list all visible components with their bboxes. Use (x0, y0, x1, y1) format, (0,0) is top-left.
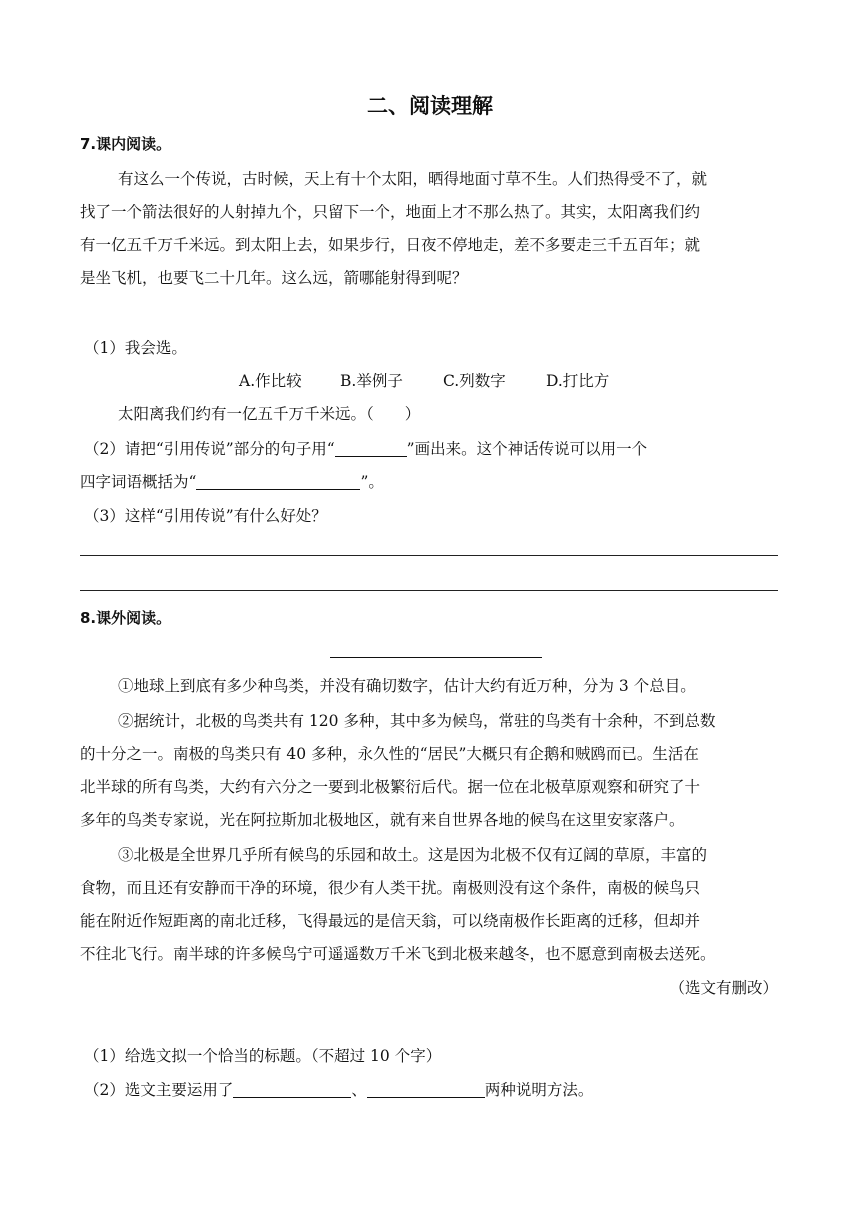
q8-sub2-text-a: （2）选文主要运用了 (84, 1081, 234, 1099)
q7-passage-line-2: 找了一个箭法很好的人射掉九个，只留下一个，地面上才不那么热了。其实，太阳离我们约 (80, 203, 701, 221)
q8-sub2-separator: 、 (351, 1081, 367, 1099)
q7-sub3: （3）这样“引用传说”有什么好处？ (84, 507, 327, 525)
q8-method-blank-1[interactable] (233, 1081, 351, 1098)
q7-passage-line-3: 有一亿五千万千米远。到太阳上去，如果步行，日夜不停地走，差不多要走三千五百年；就 (80, 236, 701, 254)
q7-sub2-line-1 (84, 439, 647, 459)
q8-title-blank[interactable] (330, 657, 542, 658)
q8-paragraph-2-line-2: 的十分之一。南极的鸟类只有 40 多种，永久性的“居民”大概只有企鹅和贼鸥而已。生活在 (80, 745, 699, 763)
q7-passage-line-1: 有这么一个传说，古时候，天上有十个太阳，晒得地面寸草不生。人们热得受不了，就 (118, 170, 708, 188)
q7-option-a: A.作比较 (239, 372, 302, 390)
q8-paragraph-3-line-3: 能在附近作短距离的南北迁移，飞得最远的是信天翁，可以绕南极作长距离的迁移，但却并 (80, 912, 701, 930)
section-title: 二、阅读理解 (367, 94, 493, 118)
q8-sub2 (84, 1080, 593, 1100)
q8-method-blank-2[interactable] (367, 1081, 485, 1098)
q7-sub2-line2-text-b: ”。 (360, 473, 384, 491)
q7-option-c: C.列数字 (443, 372, 506, 390)
q7-sub2-text-a: （2）请把“引用传说”部分的句子用“ (84, 440, 335, 458)
q7-sub1-label: （1）我会选。 (84, 339, 187, 357)
q8-heading: 8.课外阅读。 (80, 609, 172, 627)
q8-sub1: （1）给选文拟一个恰当的标题。（不超过 10 个字） (84, 1047, 442, 1065)
q7-sub2-idiom-blank[interactable] (196, 473, 360, 490)
q7-sub1-sentence: 太阳离我们约有一亿五千万千米远。（ ） (118, 405, 421, 423)
q7-passage-line-4: 是坐飞机，也要飞二十几年。这么远，箭哪能射得到呢？ (80, 269, 468, 287)
q8-paragraph-3-line-2: 食物，而且还有安静而干净的环境，很少有人类干扰。南极则没有这个条件，南极的候鸟只 (80, 879, 701, 897)
q8-paragraph-3-line-4: 不往北飞行。南半球的许多候鸟宁可遥遥数万千米飞到北极来越冬，也不愿意到南极去送死。 (80, 945, 716, 963)
q7-option-d: D.打比方 (546, 372, 610, 390)
q7-option-b: B.举例子 (340, 372, 403, 390)
q8-paragraph-2-line-3: 北半球的所有鸟类，大约有六分之一要到北极繁衍后代。据一位在北极草原观察和研究了十 (80, 778, 701, 796)
q8-paragraph-3-line-1: ③北极是全世界几乎所有候鸟的乐园和故土。这是因为北极不仅有辽阔的草原，丰富的 (118, 846, 708, 864)
q7-answer-line-1[interactable] (80, 555, 778, 556)
q8-source-note: （选文有删改） (669, 979, 778, 997)
q7-sub2-text-b: ”画出来。这个神话传说可以用一个 (406, 440, 648, 458)
q7-answer-line-2[interactable] (80, 590, 778, 591)
q7-sub2-underline-blank[interactable] (335, 440, 407, 457)
q8-paragraph-2-line-4: 多年的鸟类专家说，光在阿拉斯加北极地区，就有来自世界各地的候鸟在这里安家落户。 (80, 811, 685, 829)
q8-paragraph-1: ①地球上到底有多少种鸟类，并没有确切数字，估计大约有近万种，分为 3 个总目。 (118, 677, 696, 695)
q7-sub2-line-2 (80, 472, 384, 492)
q8-paragraph-2-line-1: ②据统计，北极的鸟类共有 120 多种，其中多为候鸟，常驻的鸟类有十余种，不到总数 (118, 712, 716, 730)
q7-sub2-line2-text-a: 四字词语概括为“ (80, 473, 197, 491)
q7-heading: 7.课内阅读。 (80, 135, 172, 153)
q8-sub2-text-b: 两种说明方法。 (484, 1081, 594, 1099)
